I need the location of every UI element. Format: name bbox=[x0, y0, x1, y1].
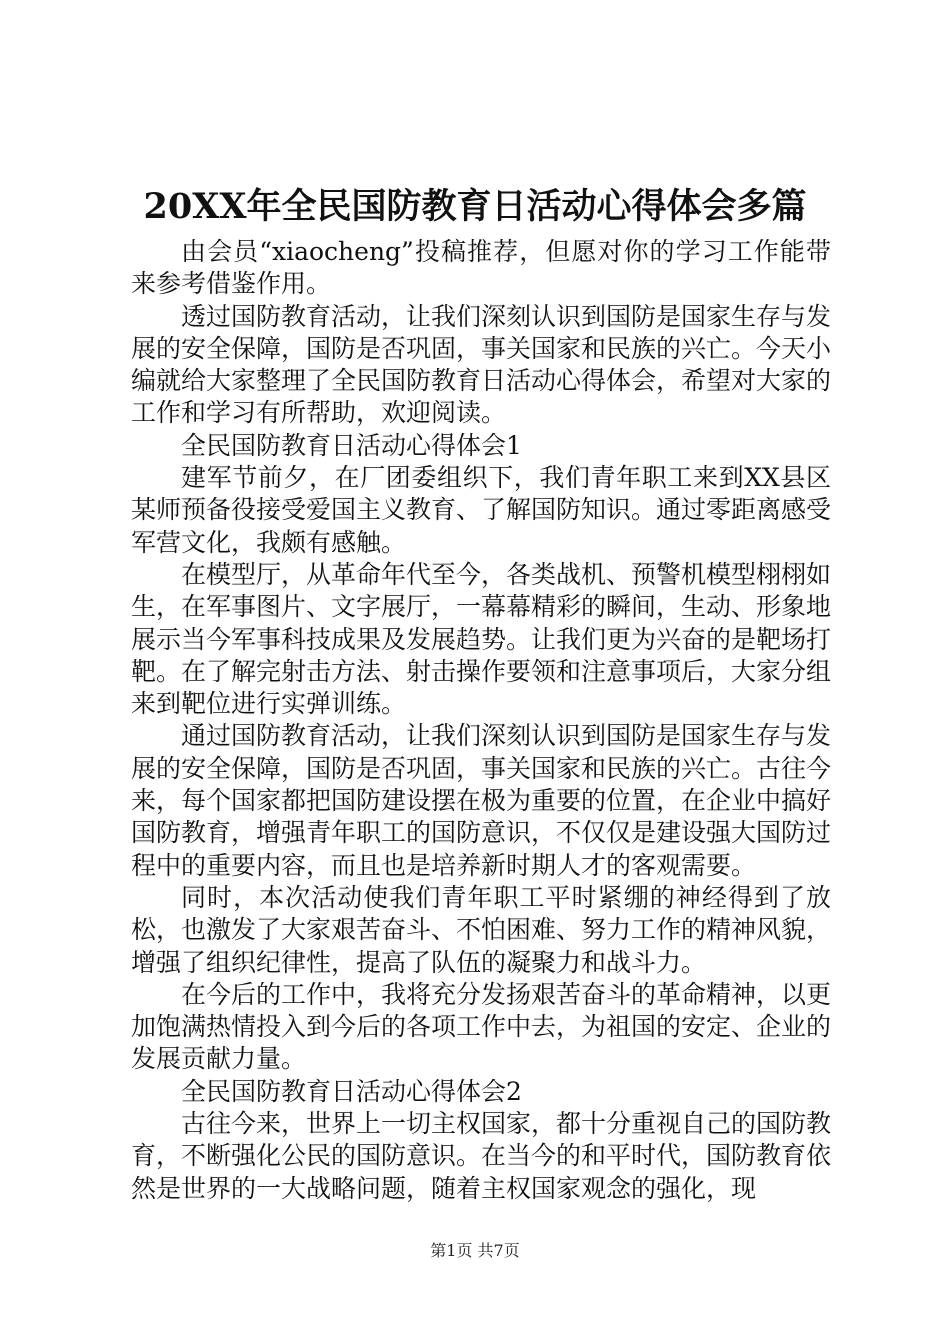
paragraph-intro: 由会员“xiaocheng”投稿推荐，但愿对你的学习工作能带来参考借鉴作用。 bbox=[131, 237, 831, 299]
paragraph: 古往今来，世界上一切主权国家，都十分重视自己的国防教育，不断强化公民的国防意识。在当今的和平时代，国防教育依然是世界的一大战略问题，随着主权国家观念的强化，现 bbox=[131, 1109, 832, 1203]
document-title: 20XX年全民国防教育日活动心得体会多篇 bbox=[143, 186, 807, 227]
paragraph: 同时，本次活动使我们青年职工平时紧绷的神经得到了放松，也激发了大家艰苦奋斗、不怕困难、努力工作的精神风貌，增强了组织纪律性，提高了队伍的凝聚力和战斗力。 bbox=[131, 882, 832, 977]
paragraph: 建军节前夕，在厂团委组织下，我们青年职工来到XX县区某师预备役接受爱国主义教育、了解国防知识。通过零距离感受军营文化，我颇有感触。 bbox=[131, 463, 832, 557]
document-body bbox=[131, 236, 831, 1205]
paragraph: 在模型厅，从革命年代至今，各类战机、预警机模型栩栩如生，在军事图片、文字展厅，一幕幕精彩的瞬间，生动、形象地展示当今军事科技成果及发展趋势。让我们更为兴奋的是靶场打靶。在了解完射击方法、射击操作要领和注意事项后，大家分组来到靶位进行实弹训练。 bbox=[131, 559, 832, 719]
page-footer bbox=[0, 1239, 950, 1263]
paragraph: 在今后的工作中，我将充分发扬艰苦奋斗的革命精神，以更加饱满热情投入到今后的各项工作中去，为祖国的安定、企业的发展贡献力量。 bbox=[131, 979, 832, 1074]
page-number: 第1页 bbox=[430, 1241, 473, 1260]
paragraph: 通过国防教育活动，让我们深刻认识到国防是国家生存与发展的安全保障，国防是否巩固，事关国家和民族的兴亡。古往今来，每个国家都把国防建设摆在极为重要的位置，在企业中搞好国防教育，增强青年职工的国防意识，不仅仅是建设强大国防过程中的重要内容，而且也是培养新时期人才的客观需要。 bbox=[131, 721, 832, 880]
paragraph-summary: 透过国防教育活动，让我们深刻认识到国防是国家生存与发展的安全保障，国防是否巩固，事关国家和民族的兴亡。今天小编就给大家整理了全民国防教育日活动心得体会，希望对大家的工作和学习有所帮助，欢迎阅读。 bbox=[131, 301, 832, 428]
section-heading-1: 全民国防教育日活动心得体会1 bbox=[181, 430, 522, 460]
page-total: 共7页 bbox=[477, 1241, 520, 1260]
section-heading-2: 全民国防教育日活动心得体会2 bbox=[181, 1076, 522, 1106]
